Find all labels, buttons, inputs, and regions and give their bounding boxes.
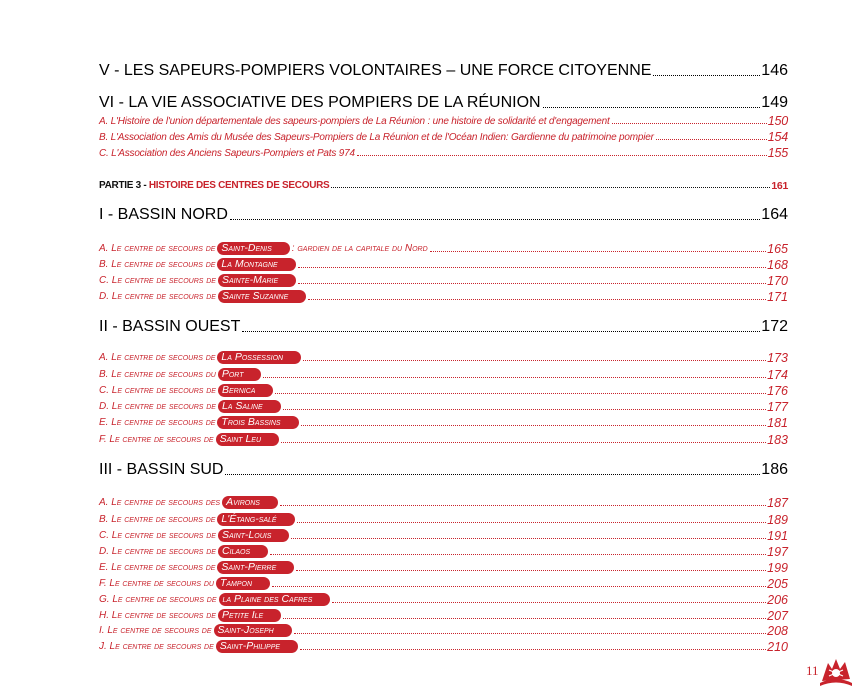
place-name-badge: Saint-Philippe — [216, 640, 298, 654]
toc-entry-center[interactable] — [99, 494, 788, 509]
entry-label — [99, 526, 289, 543]
entry-label — [99, 510, 295, 527]
entry-prefix: E. Le centre de secours de — [99, 561, 216, 573]
place-name-badge: Sainte-Marie — [218, 274, 296, 288]
entry-prefix: F. Le centre de secours du — [99, 577, 214, 589]
page-ref: 161 — [771, 179, 788, 192]
entry-prefix: A. Le centre de secours de — [99, 351, 216, 363]
page-ref: 165 — [767, 241, 788, 256]
entry-label: II - BASSIN OUEST — [99, 318, 241, 335]
place-name-badge: Sainte Suzanne — [218, 290, 306, 304]
dot-leader — [301, 425, 767, 426]
toc-entry-center[interactable] — [99, 366, 788, 381]
entry-label — [99, 542, 268, 559]
page-ref: 183 — [767, 432, 788, 447]
dot-leader — [308, 299, 766, 300]
page-ref: 186 — [761, 461, 788, 478]
page-ref: 146 — [761, 62, 788, 79]
entry-prefix: B. Le centre de secours de — [99, 258, 216, 270]
page-ref: 206 — [767, 592, 788, 607]
dot-leader — [281, 442, 766, 443]
entry-label — [99, 493, 278, 510]
page-ref: 172 — [761, 318, 788, 335]
place-name-badge: La Saline — [218, 400, 281, 414]
entry-prefix: C. Le centre de secours de — [99, 384, 216, 396]
page-ref: 164 — [761, 206, 788, 223]
entry-label — [99, 397, 281, 414]
page-ref: 170 — [767, 273, 788, 288]
page-ref: 205 — [767, 576, 788, 591]
entry-label — [99, 239, 428, 256]
toc-entry-center[interactable] — [99, 622, 788, 637]
entry-label: III - BASSIN SUD — [99, 461, 224, 478]
entry-label — [99, 558, 294, 575]
dot-leader — [430, 251, 767, 252]
toc-entry-center[interactable] — [99, 256, 788, 271]
dot-leader — [283, 409, 767, 410]
entry-label — [99, 621, 292, 638]
place-name-badge: Petite Ile — [218, 609, 281, 623]
dot-leader — [275, 393, 766, 394]
entry-label — [99, 381, 273, 398]
place-name-badge: Saint-Pierre — [217, 561, 294, 575]
dot-leader — [280, 505, 766, 506]
entry-label — [99, 348, 301, 365]
page-ref: 177 — [767, 399, 788, 414]
part-prefix: PARTIE 3 - — [99, 180, 149, 191]
toc-entry-center[interactable] — [99, 527, 788, 542]
dot-leader — [543, 107, 761, 108]
entry-prefix: B. Le centre de secours du — [99, 368, 216, 380]
toc-entry-part[interactable] — [99, 176, 788, 191]
dot-leader — [298, 283, 766, 284]
toc-entry-center[interactable] — [99, 349, 788, 364]
dot-leader — [298, 267, 766, 268]
page-number: 11 — [806, 663, 819, 678]
entry-prefix: C. Le centre de secours de — [99, 274, 216, 286]
toc-entry-center[interactable] — [99, 575, 788, 590]
toc-entry-center[interactable] — [99, 382, 788, 397]
entry-label — [99, 287, 306, 304]
page-ref: 199 — [767, 560, 788, 575]
entry-prefix: C. Le centre de secours de — [99, 529, 216, 541]
toc-entry-center[interactable] — [99, 272, 788, 287]
place-name-badge: Saint-Louis — [218, 529, 289, 543]
dot-leader — [297, 522, 767, 523]
entry-prefix: H. Le centre de secours de — [99, 609, 216, 621]
dot-leader — [332, 602, 766, 603]
dot-leader — [296, 570, 766, 571]
toc-entry-sub[interactable] — [99, 112, 788, 127]
toc-entry-section[interactable] — [99, 463, 788, 478]
dot-leader — [294, 633, 766, 634]
page-ref: 171 — [767, 289, 788, 304]
page-ref: 189 — [767, 512, 788, 527]
toc-entry-center[interactable] — [99, 591, 788, 606]
entry-prefix: D. Le centre de secours de — [99, 290, 216, 302]
place-name-badge: Saint-Joseph — [214, 624, 292, 638]
toc-entry-sub[interactable] — [99, 144, 788, 159]
toc-entry-center[interactable] — [99, 240, 788, 255]
entry-prefix: A. Le centre de secours des — [99, 496, 221, 508]
toc-entry-center[interactable] — [99, 414, 788, 429]
page-ref: 174 — [767, 367, 788, 382]
toc-entry-section[interactable] — [99, 320, 788, 335]
entry-label: B. L'Association des Amis du Musée des Sapeurs-Pompiers de La Réunion et de l'Océan Indien: Gardienne du patrimoine pompier — [99, 132, 654, 143]
place-name-badge: Saint Leu — [216, 433, 279, 447]
toc-entry-section[interactable] — [99, 208, 788, 223]
dot-leader — [331, 187, 770, 188]
toc-entry-center[interactable] — [99, 511, 788, 526]
dot-leader — [283, 618, 766, 619]
toc-entry-center[interactable] — [99, 431, 788, 446]
toc-entry-section[interactable] — [99, 96, 788, 111]
place-name-badge: L'Étang-salé — [217, 513, 294, 527]
toc-entry-sub[interactable] — [99, 128, 788, 143]
dot-leader — [357, 155, 767, 156]
dot-leader — [270, 554, 766, 555]
place-name-badge: Port — [218, 368, 262, 382]
entry-label — [99, 181, 329, 191]
entry-prefix: I. Le centre de secours de — [99, 624, 212, 636]
place-name-badge: Bernica — [218, 384, 273, 398]
entry-label — [99, 637, 298, 654]
page-ref: 197 — [767, 544, 788, 559]
page-ref: 150 — [767, 113, 788, 128]
place-name-badge: la Plaine des Cafres — [219, 593, 331, 607]
entry-label — [99, 430, 279, 447]
entry-label — [99, 365, 261, 382]
toc-entry-section[interactable] — [99, 64, 788, 79]
firefighter-emblem-icon — [818, 655, 854, 687]
toc-entry-center[interactable] — [99, 543, 788, 558]
dot-leader — [300, 649, 766, 650]
place-name-badge: Avirons — [222, 496, 278, 510]
page-ref: 168 — [767, 257, 788, 272]
entry-prefix: D. Le centre de secours de — [99, 545, 216, 557]
dot-leader — [612, 123, 767, 124]
dot-leader — [291, 538, 766, 539]
page-ref: 207 — [767, 608, 788, 623]
entry-label: VI - LA VIE ASSOCIATIVE DES POMPIERS DE LA RÉUNION — [99, 94, 541, 111]
toc-entry-center[interactable] — [99, 559, 788, 574]
entry-label: I - BASSIN NORD — [99, 206, 228, 223]
place-name-badge: Trois Bassins — [217, 416, 298, 430]
place-name-badge: La Possession — [217, 351, 301, 365]
page-ref: 155 — [767, 145, 788, 160]
entry-label: V - LES SAPEURS-POMPIERS VOLONTAIRES – UNE FORCE CITOYENNE — [99, 62, 652, 79]
entry-label — [99, 271, 296, 288]
toc-entry-center[interactable] — [99, 638, 788, 653]
entry-prefix: F. Le centre de secours de — [99, 433, 214, 445]
entry-prefix: A. Le centre de secours de — [99, 242, 216, 254]
dot-leader — [656, 139, 767, 140]
page-ref: 208 — [767, 623, 788, 638]
page-ref: 181 — [767, 415, 788, 430]
dot-leader — [230, 219, 760, 220]
entry-prefix: J. Le centre de secours de — [99, 640, 214, 652]
place-name-badge: Cilaos — [218, 545, 268, 559]
entry-prefix: E. Le centre de secours de — [99, 416, 216, 428]
entry-label: A. L'Histoire de l'union départementale des sapeurs-pompiers de La Réunion : une histoire de solidarité et d'engagement — [99, 116, 610, 127]
entry-label — [99, 255, 296, 272]
page-ref: 149 — [761, 94, 788, 111]
page-ref: 173 — [767, 350, 788, 365]
dot-leader — [653, 75, 760, 76]
toc-entry-center[interactable] — [99, 288, 788, 303]
place-name-badge: Saint-Denis — [217, 242, 289, 256]
dot-leader — [263, 377, 766, 378]
toc-entry-center[interactable] — [99, 398, 788, 413]
page-ref: 210 — [767, 639, 788, 654]
entry-label: C. L'Association des Anciens Sapeurs-Pompiers et Pats 974 — [99, 148, 355, 159]
entry-prefix: G. Le centre de secours de — [99, 593, 217, 605]
place-name-badge: Tampon — [216, 577, 270, 591]
dot-leader — [303, 360, 766, 361]
page-ref: 187 — [767, 495, 788, 510]
dot-leader — [272, 586, 766, 587]
entry-label — [99, 590, 330, 607]
dot-leader — [225, 474, 760, 475]
part-title: HISTOIRE DES CENTRES DE SECOURS — [148, 180, 330, 191]
page-ref: 191 — [767, 528, 788, 543]
entry-prefix: D. Le centre de secours de — [99, 400, 216, 412]
dot-leader — [242, 331, 760, 332]
page-ref: 154 — [767, 129, 788, 144]
entry-suffix: : gardien de la capitale du Nord — [291, 242, 428, 254]
page-ref: 176 — [767, 383, 788, 398]
entry-label — [99, 574, 270, 591]
entry-prefix: B. Le centre de secours de — [99, 513, 216, 525]
entry-label — [99, 413, 299, 430]
place-name-badge: La Montagne — [217, 258, 295, 272]
